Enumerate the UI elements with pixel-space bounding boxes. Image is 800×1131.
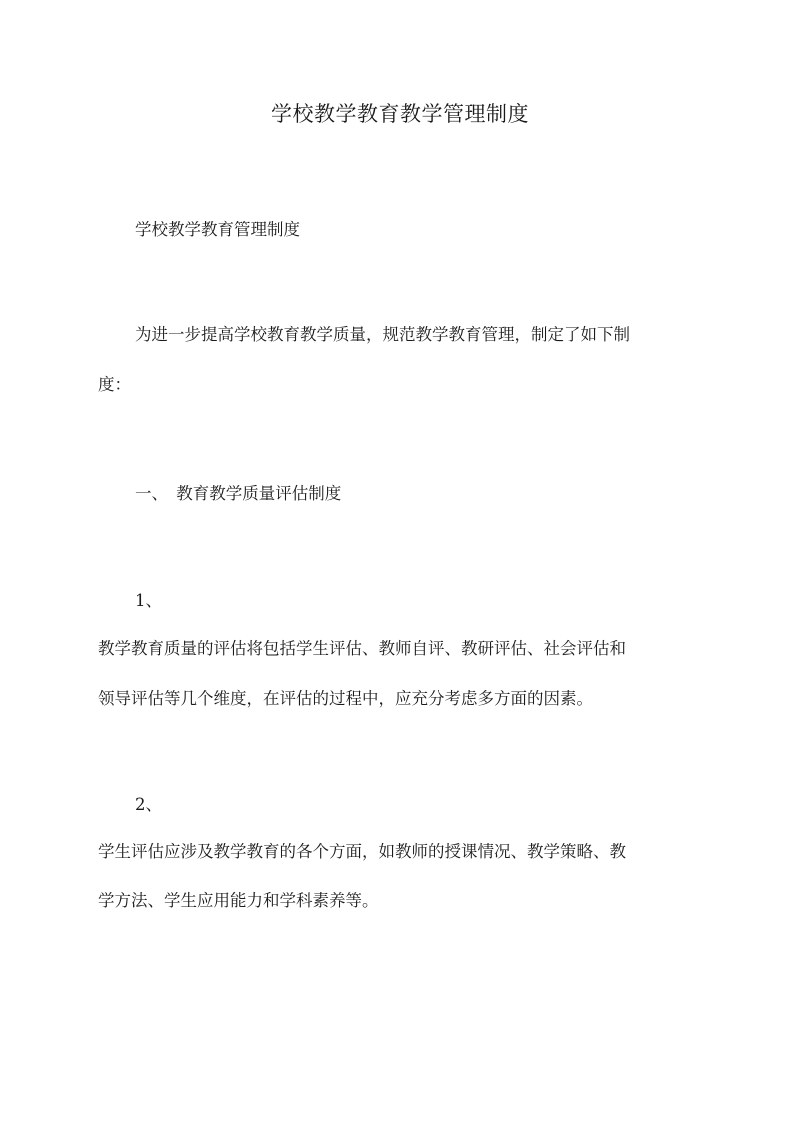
item-number-2: 2、: [135, 795, 162, 814]
item-2-text-line-1: 学生评估应涉及教学教育的各个方面，如教师的授课情况、教学策略、教: [98, 842, 626, 861]
intro-paragraph-line-2: 度：: [98, 375, 131, 394]
item-1-text-line-2: 领导评估等几个维度，在评估的过程中，应充分考虑多方面的因素。: [98, 689, 593, 708]
document-subtitle: 学校教学教育管理制度: [135, 220, 300, 239]
document-title: 学校教学教育教学管理制度: [271, 102, 529, 126]
item-2-text-line-2: 学方法、学生应用能力和学科素养等。: [98, 891, 379, 910]
item-1-text-line-1: 教学教育质量的评估将包括学生评估、教师自评、教研评估、社会评估和: [98, 639, 626, 658]
section-heading: 一、 教育教学质量评估制度: [135, 484, 342, 503]
item-number-1: 1、: [135, 591, 162, 610]
intro-paragraph-line-1: 为进一步提高学校教育教学质量，规范教学教育管理，制定了如下制: [135, 325, 630, 344]
